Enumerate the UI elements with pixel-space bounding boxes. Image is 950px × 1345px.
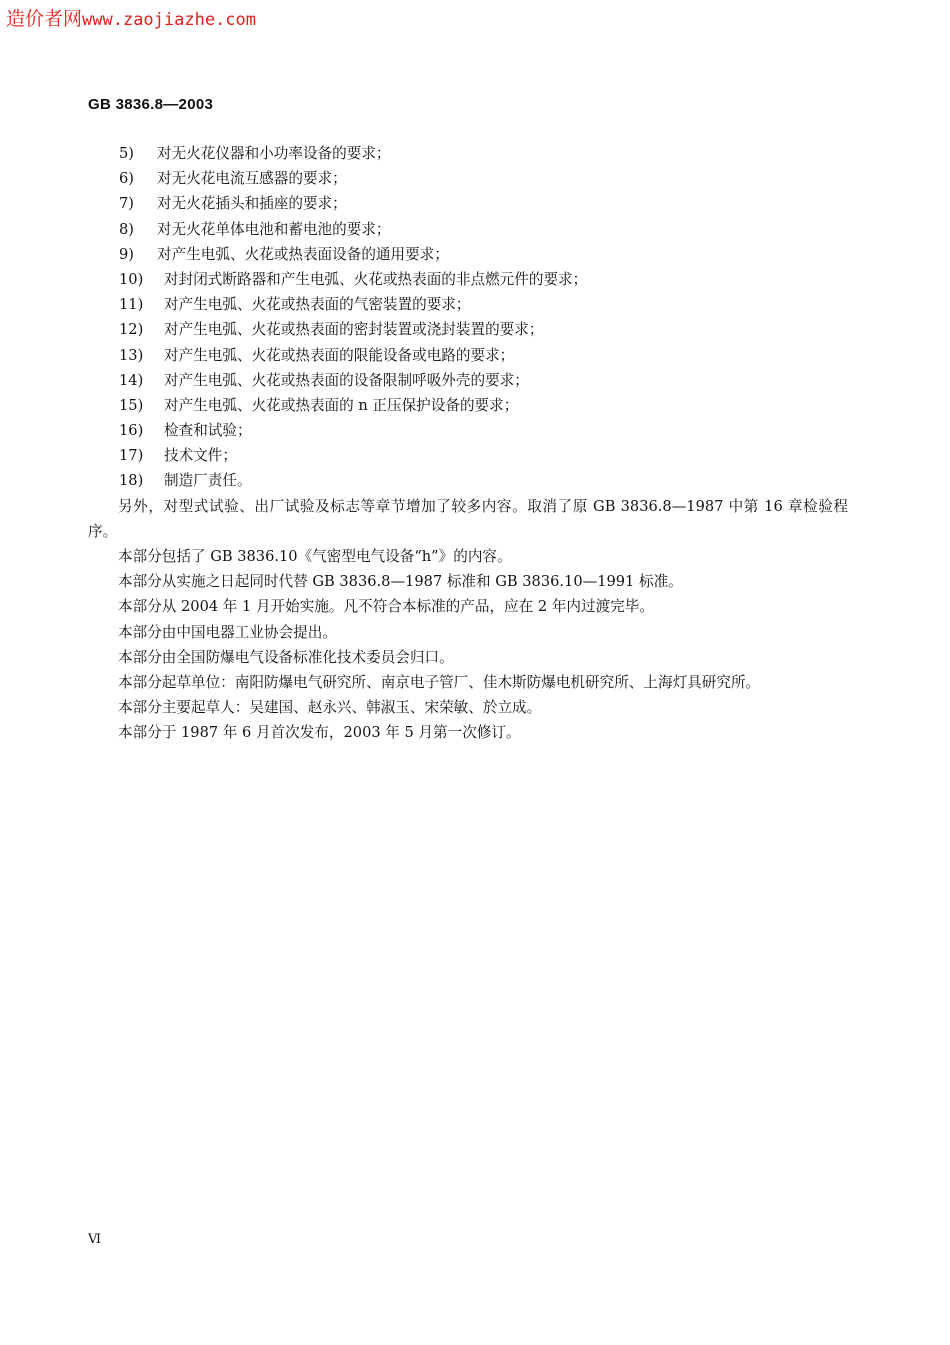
list-item [88,267,848,292]
list-item [88,393,848,418]
list-item-text: 对产生电弧、火花或热表面的密封装置或浇封装置的要求； [164,321,544,339]
list-item-text: 制造厂责任。 [164,472,252,490]
document-body [88,141,848,746]
list-item-text: 对产生电弧、火花或热表面设备的通用要求； [157,245,449,263]
list-item-number: 14) [119,371,144,389]
watermark [6,4,256,31]
list-item-text: 对无火花单体电池和蓄电池的要求； [157,220,391,238]
list-item-text: 检查和试验； [164,422,252,440]
list-item-text: 对封闭式断路器和产生电弧、火花或热表面的非点燃元件的要求； [164,270,588,288]
list-item [88,418,848,443]
list-item-number: 9) [119,245,134,263]
paragraph-includes: 本部分包括了 GB 3836.10《气密型电气设备“h”》的内容。 [118,548,512,566]
list-item-number: 17) [119,447,144,465]
list-item [88,242,848,267]
page-number: Ⅵ [88,1232,102,1247]
list-item [88,292,848,317]
paragraph-history: 本部分于 1987 年 6 月首次发布，2003 年 5 月第一次修订。 [118,724,521,742]
list-item [88,141,848,166]
list-item-text: 对产生电弧、火花或热表面的 n 正压保护设备的要求； [164,396,519,414]
list-item-text: 技术文件； [164,447,237,465]
standard-code: GB 3836.8—2003 [88,96,214,113]
paragraph-additions: 另外，对型式试验、出厂试验及标志等章节增加了较多内容。取消了原 GB 3836.8—1987 中第 16 章检验程序。 [88,497,848,540]
list-item [88,343,848,368]
list-item-number: 13) [119,346,144,364]
paragraph-proposed-by: 本部分由中国电器工业协会提出。 [118,623,337,641]
list-item-number: 15) [119,396,144,414]
list-item [88,443,848,468]
paragraph-centralized-by: 本部分由全国防爆电气设备标准化技术委员会归口。 [118,648,454,666]
watermark-cn: 造价者网 [6,8,83,30]
list-item-text: 对产生电弧、火花或热表面的限能设备或电路的要求； [164,346,515,364]
list-item [88,317,848,342]
list-item [88,368,848,393]
paragraph-drafting-units: 本部分起草单位：南阳防爆电气研究所、南京电子管厂、佳木斯防爆电机研究所、上海灯具研究所。 [118,674,761,692]
list-item-number: 8) [119,220,134,238]
list-item-number: 6) [119,170,134,188]
list-item [88,191,848,216]
list-item-text: 对产生电弧、火花或热表面的设备限制呼吸外壳的要求； [164,371,529,389]
list-item-text: 对无火花电流互感器的要求； [157,170,347,188]
list-item-number: 5) [119,145,134,162]
list-item-number: 11) [119,296,144,314]
list-item-text: 对无火花仪器和小功率设备的要求； [157,145,391,162]
list-item-number: 12) [119,321,144,339]
paragraph-replaces: 本部分从实施之日起同时代替 GB 3836.8—1987 标准和 GB 3836.10—1991 标准。 [118,573,683,591]
list-item-number: 16) [119,422,144,440]
paragraph-effective-date: 本部分从 2004 年 1 月开始实施。凡不符合本标准的产品，应在 2 年内过渡完毕。 [118,598,654,616]
paragraph-drafters: 本部分主要起草人：吴建国、赵永兴、韩淑玉、宋荣敏、於立成。 [118,699,542,717]
list-item [88,217,848,242]
list-item [88,468,848,493]
list-item-text: 对无火花插头和插座的要求； [157,195,347,213]
list-item [88,166,848,191]
list-item-number: 18) [119,472,144,490]
requirements-list [88,141,848,494]
list-item-text: 对产生电弧、火花或热表面的气密装置的要求； [164,296,471,314]
list-item-number: 7) [119,195,134,213]
list-item-number: 10) [119,270,144,288]
watermark-url: www.zaojiazhe.com [82,10,257,30]
